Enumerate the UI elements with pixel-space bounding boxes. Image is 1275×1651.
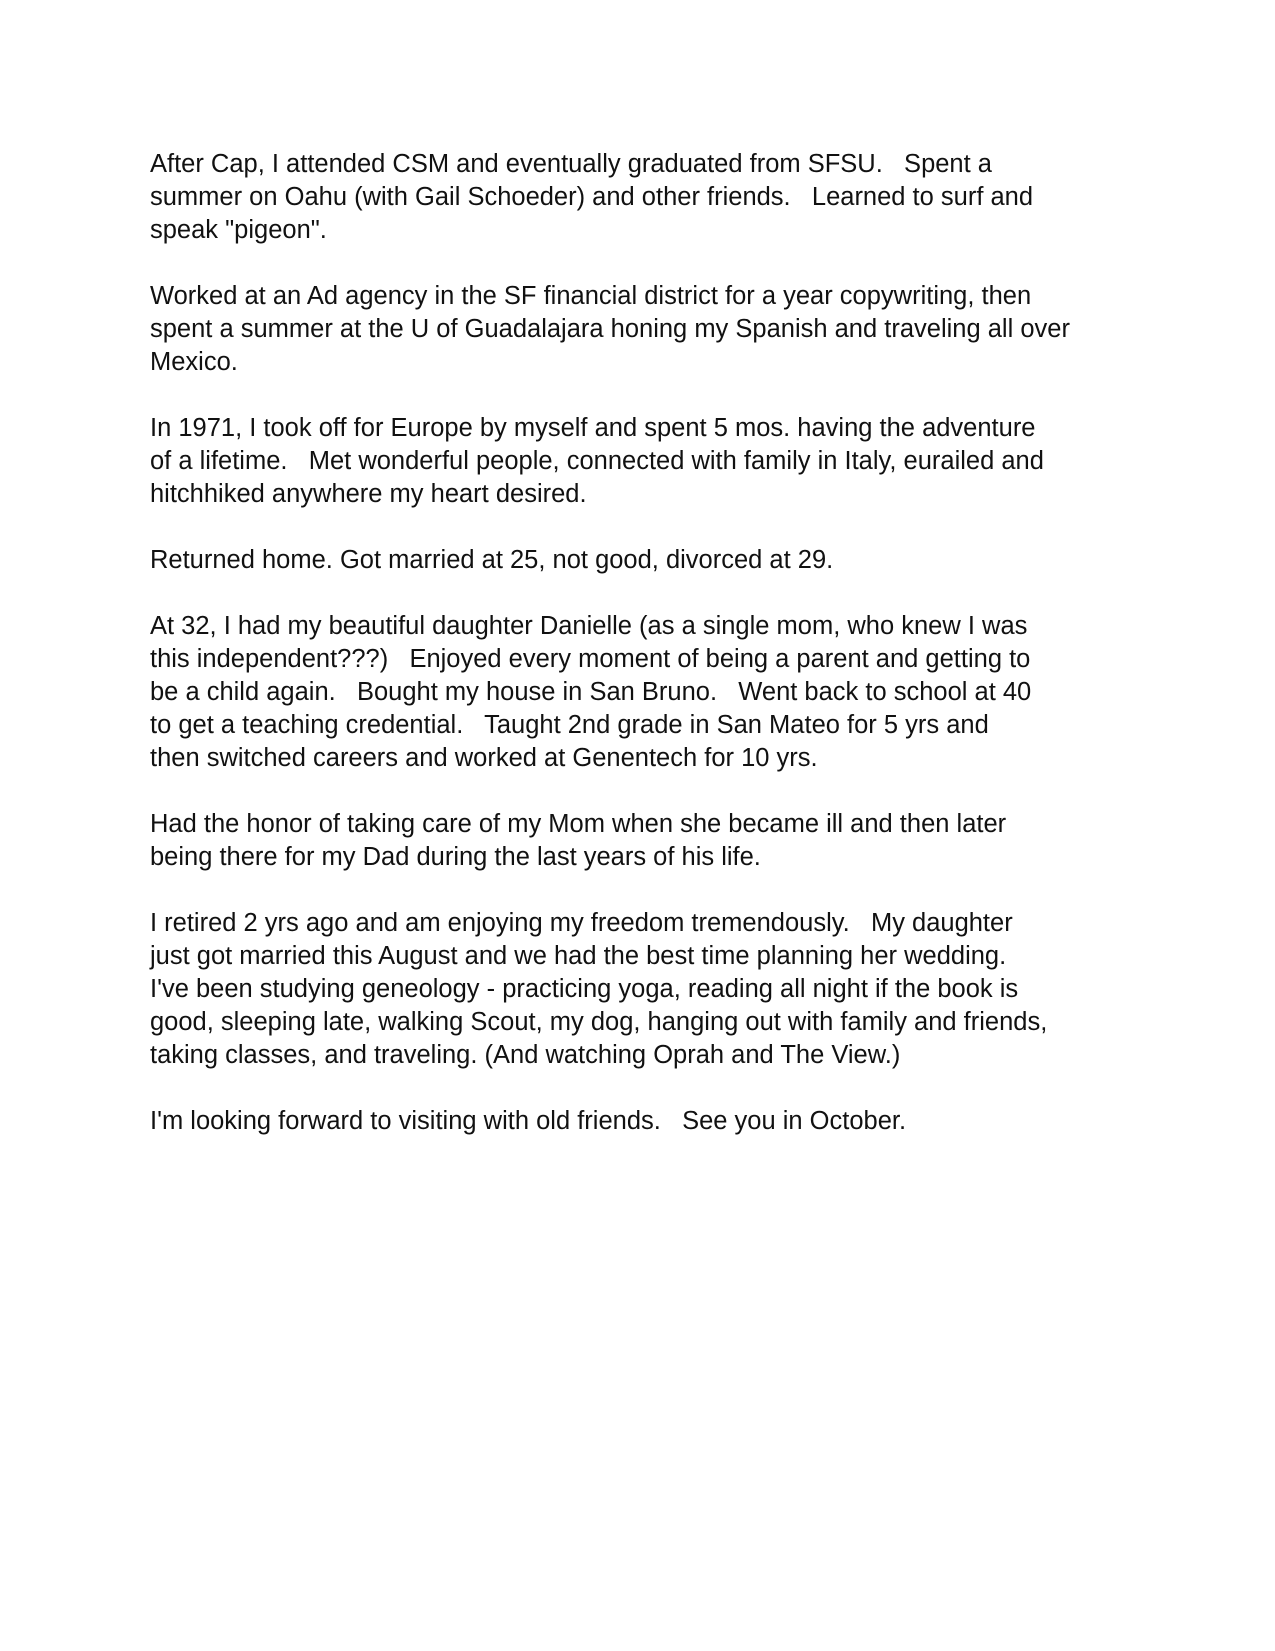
paragraph-line: taking classes, and traveling. (And watching Oprah and The View.) — [150, 1041, 901, 1069]
paragraph-ad-agency — [150, 280, 1140, 379]
document-body — [150, 148, 1140, 1171]
paragraph-line: I'm looking forward to visiting with old friends. See you in October. — [150, 1107, 907, 1135]
paragraph-closing — [150, 1105, 1140, 1138]
paragraph-line: I retired 2 yrs ago and am enjoying my freedom tremendously. My daughter — [150, 909, 1013, 937]
paragraph-europe — [150, 412, 1140, 511]
paragraph-line: Mexico. — [150, 348, 238, 376]
paragraph-daughter-career — [150, 610, 1140, 775]
paragraph-retirement — [150, 907, 1140, 1072]
paragraph-line: Worked at an Ad agency in the SF financial district for a year copywriting, then — [150, 282, 1032, 310]
paragraph-line: this independent???) Enjoyed every moment of being a parent and getting to — [150, 645, 1031, 673]
paragraph-line: Returned home. Got married at 25, not good, divorced at 29. — [150, 546, 834, 574]
paragraph-line: of a lifetime. Met wonderful people, connected with family in Italy, eurailed and — [150, 447, 1044, 475]
paragraph-line: good, sleeping late, walking Scout, my dog, hanging out with family and friends, — [150, 1008, 1048, 1036]
paragraph-line: After Cap, I attended CSM and eventually graduated from SFSU. Spent a — [150, 150, 992, 178]
paragraph-line: be a child again. Bought my house in San Bruno. Went back to school at 40 — [150, 678, 1032, 706]
paragraph-education — [150, 148, 1140, 247]
paragraph-line: summer on Oahu (with Gail Schoeder) and other friends. Learned to surf and — [150, 183, 1034, 211]
paragraph-line: At 32, I had my beautiful daughter Danielle (as a single mom, who knew I was — [150, 612, 1028, 640]
paragraph-marriage — [150, 544, 1140, 577]
paragraph-line: to get a teaching credential. Taught 2nd grade in San Mateo for 5 yrs and — [150, 711, 989, 739]
paragraph-parents — [150, 808, 1140, 874]
paragraph-line: just got married this August and we had the best time planning her wedding. — [150, 942, 1007, 970]
paragraph-line: hitchhiked anywhere my heart desired. — [150, 480, 587, 508]
paragraph-line: Had the honor of taking care of my Mom when she became ill and then later — [150, 810, 1007, 838]
paragraph-line: then switched careers and worked at Genentech for 10 yrs. — [150, 744, 818, 772]
paragraph-line: speak "pigeon". — [150, 216, 327, 244]
paragraph-line: In 1971, I took off for Europe by myself and spent 5 mos. having the adventure — [150, 414, 1036, 442]
paragraph-line: I've been studying geneology - practicing yoga, reading all night if the book is — [150, 975, 1019, 1003]
paragraph-line: spent a summer at the U of Guadalajara honing my Spanish and traveling all over — [150, 315, 1070, 343]
paragraph-line: being there for my Dad during the last years of his life. — [150, 843, 761, 871]
